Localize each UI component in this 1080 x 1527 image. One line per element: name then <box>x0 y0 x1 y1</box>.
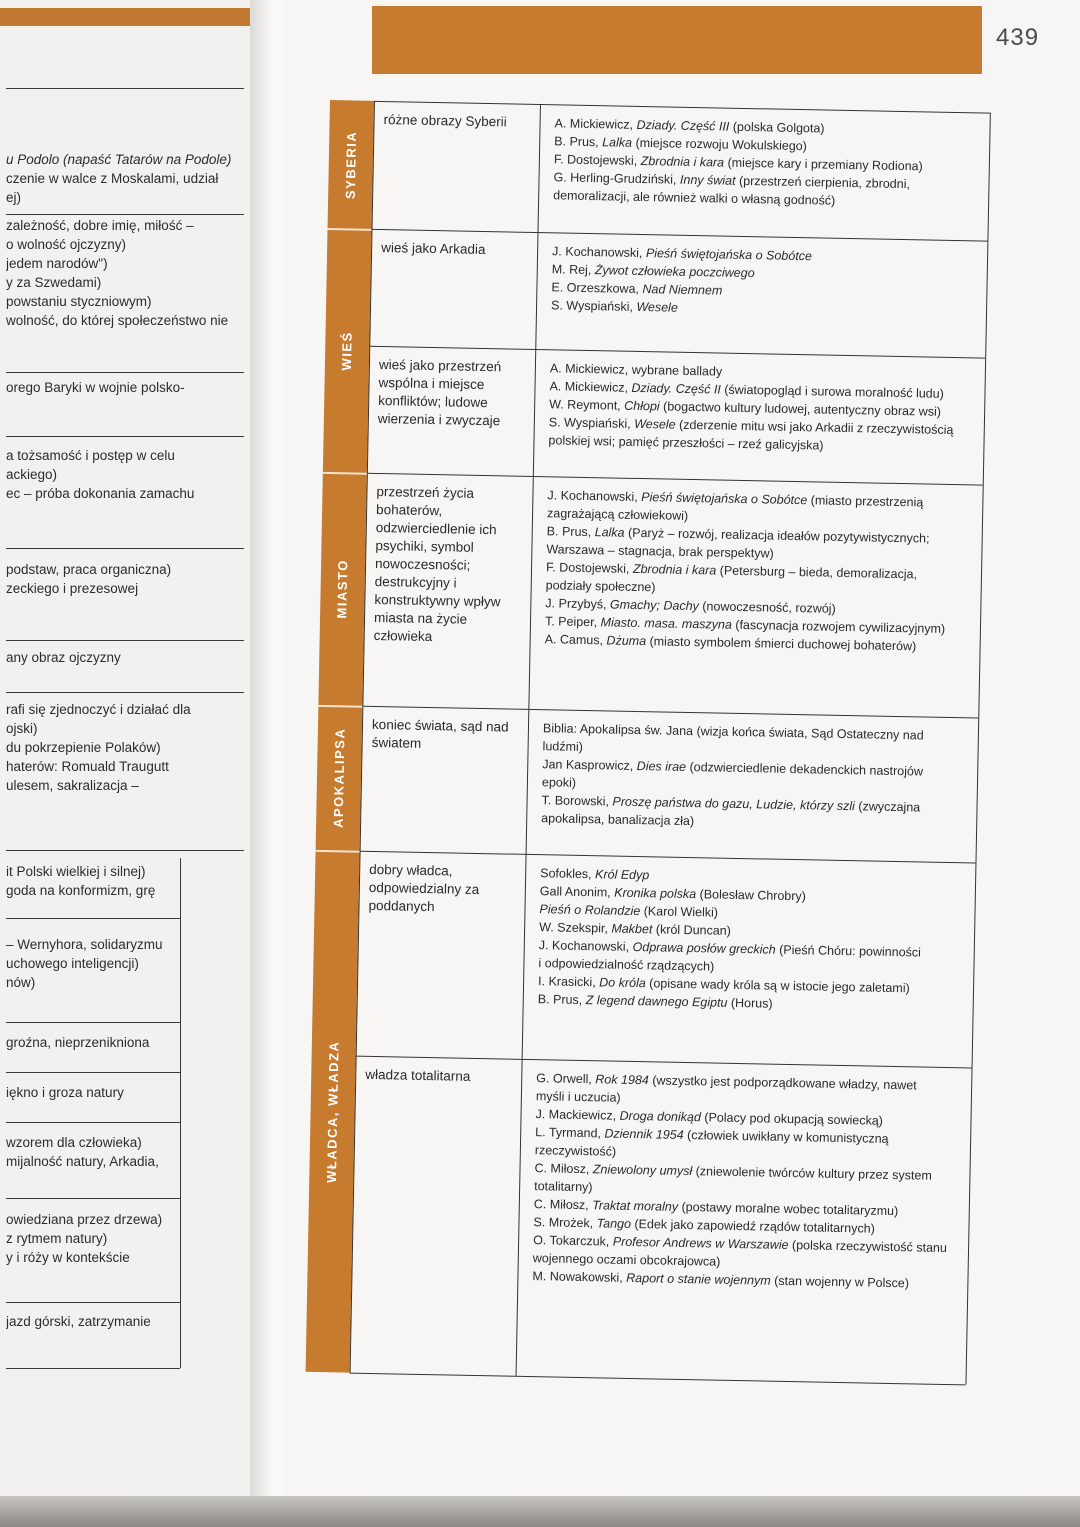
work-note: (odzwierciedlenie dekadenckich nastrojów <box>685 759 924 779</box>
work-title: Profesor Andrews w Warszawie <box>612 1234 789 1253</box>
work-title: Chłopi <box>624 398 660 414</box>
left-page-line: wzorem dla człowieka) <box>6 1135 142 1150</box>
section-label-text: WIEŚ <box>339 330 356 371</box>
work-note: (Karol Wielki) <box>640 904 719 920</box>
work-title: Pieśń świętojańska o Sobótce <box>641 490 808 508</box>
work-author: G. Orwell, <box>536 1071 596 1087</box>
work-author: B. Prus, <box>554 134 603 150</box>
work-note: i odpowiedzialność rządzących) <box>538 956 715 974</box>
work-title: Dziady. Część II <box>631 380 721 397</box>
left-page-line: iękno i groza natury <box>6 1085 124 1100</box>
table-works-cell <box>545 486 978 656</box>
work-author: Sofokles, <box>540 866 596 882</box>
work-author: O. Tokarczuk, <box>533 1233 613 1249</box>
left-page-rule <box>6 1302 180 1303</box>
work-author: S. Wyspiański, <box>548 415 635 431</box>
left-page-text-block <box>6 648 242 667</box>
work-note: Warszawa – stagnacja, brak perspektyw) <box>546 542 774 561</box>
work-author: J. Kochanowski, <box>547 488 642 505</box>
work-title: Do króla <box>599 975 646 991</box>
left-page-line: ackiego) <box>6 467 58 482</box>
work-author: F. Dostojewski, <box>545 560 634 576</box>
left-page-text-block <box>6 1033 242 1052</box>
left-page-line: jedem narodów") <box>6 256 108 271</box>
left-page-text-block <box>6 1133 242 1171</box>
work-note: (miejsce rozwoju Wokulskiego) <box>631 135 807 154</box>
work-title: Gmachy; Dachy <box>609 597 700 614</box>
work-note: epoki) <box>541 775 577 790</box>
work-author: S. Wyspiański, <box>550 298 637 314</box>
work-note: (postawy moralne wobec totalitaryzmu) <box>677 1199 899 1219</box>
work-author: T. Borowski, <box>541 793 613 809</box>
work-note: (fascynacja rozwojem cywilizacyjnym) <box>731 617 946 636</box>
work-title: Dies irae <box>636 759 687 774</box>
work-note: zagrażającą człowiekowi) <box>546 506 689 523</box>
work-title: Król Edyp <box>594 867 650 883</box>
left-page-line: groźna, nieprzenikniona <box>6 1035 150 1050</box>
work-author: J. Przybyś, <box>545 596 611 612</box>
left-page-line: a tożsamość i postęp w celu <box>6 448 175 463</box>
left-page-rule <box>6 436 244 437</box>
work-title: Inny świat <box>679 172 736 188</box>
work-title: Rok 1984 <box>595 1072 649 1088</box>
work-title: Proszę państwa do gazu, Ludzie, którzy szli <box>612 794 856 814</box>
work-title: Tango <box>596 1216 632 1231</box>
work-title: Raport o stanie wojennym <box>626 1270 771 1288</box>
work-title: Wesele <box>634 416 676 432</box>
work-note: polskiej wsi; pamięć przeszłości – rzeź galicyjska) <box>548 433 824 453</box>
left-page-line: haterów: Romuald Traugutt <box>6 759 169 774</box>
work-author: Biblia: Apokalipsa św. Jana (wizja końca świata, Sąd Ostateczny nad <box>542 721 924 743</box>
work-author: G. Herling-Grudziński, <box>553 170 681 187</box>
left-page-text-block <box>6 935 242 992</box>
left-page-rule <box>6 1368 180 1369</box>
work-note: (wszystko jest podporządkowane władzy, nawet <box>648 1073 917 1093</box>
work-note: (Petersburg – bieda, demoralizacja, <box>716 563 918 582</box>
table-works-cell <box>551 242 982 322</box>
section-label-text: APOKALIPSA <box>330 727 348 829</box>
left-page-line: rafi się zjednoczyć i działać dla <box>6 702 191 717</box>
left-page-header-band <box>0 8 250 26</box>
work-title: Traktat moralny <box>592 1198 679 1214</box>
work-title: Dziennik 1954 <box>604 1126 684 1142</box>
work-title: Zbrodnia i kara <box>632 561 717 578</box>
left-page-text-block <box>6 862 242 900</box>
work-author: C. Miłosz, <box>533 1197 593 1213</box>
work-author: A. Mickiewicz, wybrane ballady <box>549 361 723 379</box>
left-page-line: any obraz ojczyzny <box>6 650 121 665</box>
work-author: Jan Kasprowicz, <box>542 757 637 774</box>
work-author: W. Szekspir, <box>539 920 612 936</box>
left-page-text-block <box>6 700 242 795</box>
work-note: (Bolesław Chrobry) <box>696 887 807 904</box>
work-author: C. Miłosz, <box>534 1161 593 1177</box>
left-page-line: nów) <box>6 975 36 990</box>
left-page-line: ulesem, sakralizacja – <box>6 778 139 793</box>
work-note: (bogactwo kultury ludowej, autentyczny obraz wsi) <box>659 399 942 419</box>
page-bottom-edge <box>0 1496 1080 1527</box>
work-author: A. Camus, <box>544 632 607 648</box>
left-page-text-block <box>6 150 242 207</box>
work-author: B. Prus, <box>546 524 595 540</box>
table-topic-cell: wieś jako przestrzeń wspólna i miejsce konfliktów; ludowe wierzenia i zwyczaje <box>377 356 502 429</box>
work-title: Miasto. masa. maszyna <box>600 615 733 632</box>
left-page-text-block <box>6 216 242 330</box>
left-page-line: powstaniu styczniowym) <box>6 294 152 309</box>
work-title: Dziady. Część III <box>636 117 730 134</box>
work-title: Kronika polska <box>614 885 697 902</box>
work-note: (zwyczajna <box>854 799 921 815</box>
work-note: (człowiek uwikłany w komunistyczną <box>683 1127 889 1146</box>
table-topic-cell: dobry władca, odpowiedzialny za poddanych <box>368 861 480 915</box>
table-works-cell <box>538 864 971 1016</box>
left-page-rule <box>6 640 244 641</box>
left-page-rule <box>6 372 244 373</box>
left-page-line: wolność, do której społeczeństwo nie <box>6 313 229 328</box>
work-title: Żywot człowieka poczciwego <box>594 263 755 281</box>
left-page-line: zeckiego i prezesowej <box>6 581 139 596</box>
left-page-rule <box>6 918 180 919</box>
left-page-line: czenie w walce z Moskalami, udział <box>6 171 219 186</box>
section-label <box>323 228 372 473</box>
section-label-text: SYBERIA <box>342 130 359 199</box>
left-page-rule <box>6 1072 180 1073</box>
left-page-rule <box>6 214 244 215</box>
work-note: (Paryż – rozwój, realizacja ideałów pozytywistycznych; <box>624 525 930 546</box>
work-author: L. Tyrmand, <box>535 1125 605 1141</box>
work-title: Zbrodnia i kara <box>640 153 725 170</box>
work-title: Pieśń świętojańska o Sobótce <box>645 246 813 264</box>
work-note: (miasto przestrzenią <box>807 493 924 510</box>
work-author: Gall Anonim, <box>539 884 615 900</box>
work-note: (opisane wady króla są w istocie jego zaletami) <box>645 976 910 996</box>
work-note: (miejsce kary i przemiany Rodiona) <box>723 155 923 174</box>
work-author: A. Mickiewicz, <box>549 379 632 395</box>
left-page-line: y i róży w kontekście <box>6 1250 130 1265</box>
left-page-line: it Polski wielkiej i silnej) <box>6 864 146 879</box>
work-author: F. Dostojewski, <box>553 152 641 168</box>
work-note: (Edek jako zapowiedź rządów totalitarnych) <box>630 1216 875 1236</box>
work-author: M. Nowakowski, <box>532 1269 627 1285</box>
work-note: rzeczywistość) <box>534 1143 617 1159</box>
left-page-text-block <box>6 378 242 397</box>
left-page-text-block <box>6 446 242 503</box>
section-label <box>318 472 366 706</box>
work-note: (Horus) <box>727 995 773 1011</box>
work-note: (światopogląd i surowa moralność ludu) <box>720 382 944 401</box>
work-title: Wesele <box>636 299 679 315</box>
left-page-line: y za Szwedami) <box>6 275 102 290</box>
work-author: W. Reymont, <box>549 397 625 413</box>
section-label-text: MIASTO <box>334 559 351 619</box>
left-page-rule <box>6 88 244 89</box>
work-author: J. Mackiewicz, <box>535 1107 620 1123</box>
work-title: Droga donikąd <box>619 1108 702 1125</box>
work-note: (zderzenie mitu wsi jako Arkadii z rzeczywistością <box>675 417 954 438</box>
work-note: (polska rzeczywistość stanu <box>788 1238 948 1256</box>
left-page-line: z rytmem natury) <box>6 1231 108 1246</box>
left-page-line: u Podolo (napaść Tatarów na Podole) <box>6 152 232 167</box>
left-page-rule <box>6 1122 180 1123</box>
left-page-line: du pokrzepienie Polaków) <box>6 740 161 755</box>
right-page-header-band <box>372 6 982 74</box>
table-topic-cell: różne obrazy Syberii <box>383 112 507 130</box>
left-page-line: zależność, dobre imię, miłość – <box>6 218 194 233</box>
left-page-line: o wolność ojczyzny) <box>6 237 127 252</box>
work-title: Pieśń o Rolandzie <box>539 902 641 919</box>
work-note: (przestrzeń cierpienia, zbrodni, <box>735 173 911 192</box>
work-note: (polska Golgota) <box>729 119 825 136</box>
left-page <box>0 0 268 1500</box>
left-page-text-block <box>6 1083 242 1102</box>
left-page-text-block <box>6 1210 242 1267</box>
work-title: Odprawa posłów greckich <box>632 939 776 957</box>
work-note: (król Duncan) <box>652 922 732 938</box>
table-works-cell <box>532 1069 966 1293</box>
left-page-text-block <box>6 560 242 598</box>
work-note: podziały społeczne) <box>545 578 656 595</box>
left-page-line: ec – próba dokonania zamachu <box>6 486 195 501</box>
work-note: (Polacy pod okupacją sowiecką) <box>700 1110 884 1128</box>
work-note: totalitarny) <box>534 1179 593 1195</box>
work-author: J. Kochanowski, <box>538 938 633 954</box>
left-page-rule <box>6 692 244 693</box>
work-note: apokalipsa, banalizacja zła) <box>541 811 695 829</box>
left-page-line: mijalność natury, Arkadia, <box>6 1154 159 1169</box>
left-page-line: uchowego inteligencji) <box>6 956 139 971</box>
work-note: myśli i uczucia) <box>535 1089 621 1105</box>
left-page-line: ej) <box>6 190 22 205</box>
left-page-line: jazd górski, zatrzymanie <box>6 1314 151 1329</box>
work-note: demoralizacji, ale również walki o własną godność) <box>553 188 836 208</box>
table-topic-cell: wieś jako Arkadia <box>381 240 486 258</box>
work-note: (miasto symbolem śmierci duchowej bohaterów) <box>645 634 917 654</box>
work-title: Nad Niemnem <box>642 282 723 298</box>
motifs-table <box>306 100 990 1384</box>
work-author: J. Kochanowski, <box>552 244 647 261</box>
work-author: B. Prus, <box>537 992 586 1008</box>
work-note: (nowoczesność, rozwój) <box>698 599 836 616</box>
left-page-line: goda na konformizm, grę <box>6 883 156 898</box>
section-label <box>328 100 374 229</box>
work-author: E. Orzeszkowa, <box>551 280 643 297</box>
left-page-rule <box>6 1022 180 1023</box>
left-page-line: – Wernyhora, solidaryzmu <box>6 937 163 952</box>
work-title: Lalka <box>602 135 633 150</box>
left-page-line: ojski) <box>6 721 38 736</box>
table-works-cell <box>541 719 973 835</box>
work-note: (zniewolenie twórców kultury przez system <box>692 1164 932 1183</box>
table-topic-cell: koniec świata, sąd nad światem <box>371 716 509 751</box>
work-note: (Pieśń Chóru: powinności <box>775 942 922 960</box>
page-number: 439 <box>996 24 1040 51</box>
work-author: S. Mrożek, <box>533 1215 597 1231</box>
work-title: Makbet <box>611 921 653 937</box>
table-works-cell <box>553 114 985 212</box>
left-page-line: orego Baryki w wojnie polsko- <box>6 380 185 395</box>
left-page-rule <box>6 850 244 851</box>
table-works-cell <box>548 359 980 457</box>
work-author: ludźmi) <box>542 739 584 754</box>
work-title: Dżuma <box>606 633 647 649</box>
left-page-rule <box>6 548 244 549</box>
work-author: A. Mickiewicz, <box>554 116 637 132</box>
work-author: M. Rej, <box>551 262 595 278</box>
work-note: (stan wojenny w Polsce) <box>770 1273 910 1291</box>
left-page-column-rule <box>180 858 181 1368</box>
work-title: Z legend dawnego Egiptu <box>585 993 728 1010</box>
left-page-rule <box>6 1198 180 1199</box>
section-label <box>316 705 363 851</box>
left-page-line: podstaw, praca organiczna) <box>6 562 172 577</box>
left-page-line: owiedziana przez drzewa) <box>6 1212 163 1227</box>
table-topic-cell: przestrzeń życia bohaterów, odzwierciedlenie ich psychiki, symbol nowoczesności; destrukcyjny i konstruktywny wpływ miasta na życie człowieka <box>373 483 501 645</box>
section-label-text: WŁADCA, WŁADZA <box>323 1039 342 1183</box>
work-author: I. Krasicki, <box>537 974 600 990</box>
book-gutter <box>250 0 290 1527</box>
table-topic-cell: władza totalitarna <box>365 1066 471 1084</box>
work-title: Lalka <box>594 525 625 540</box>
work-note: wojennego oczami obcokrajowca) <box>532 1251 721 1269</box>
left-page-text-block <box>6 1312 242 1331</box>
work-author: T. Peiper, <box>544 614 601 630</box>
work-title: Zniewolony umysł <box>592 1162 693 1179</box>
